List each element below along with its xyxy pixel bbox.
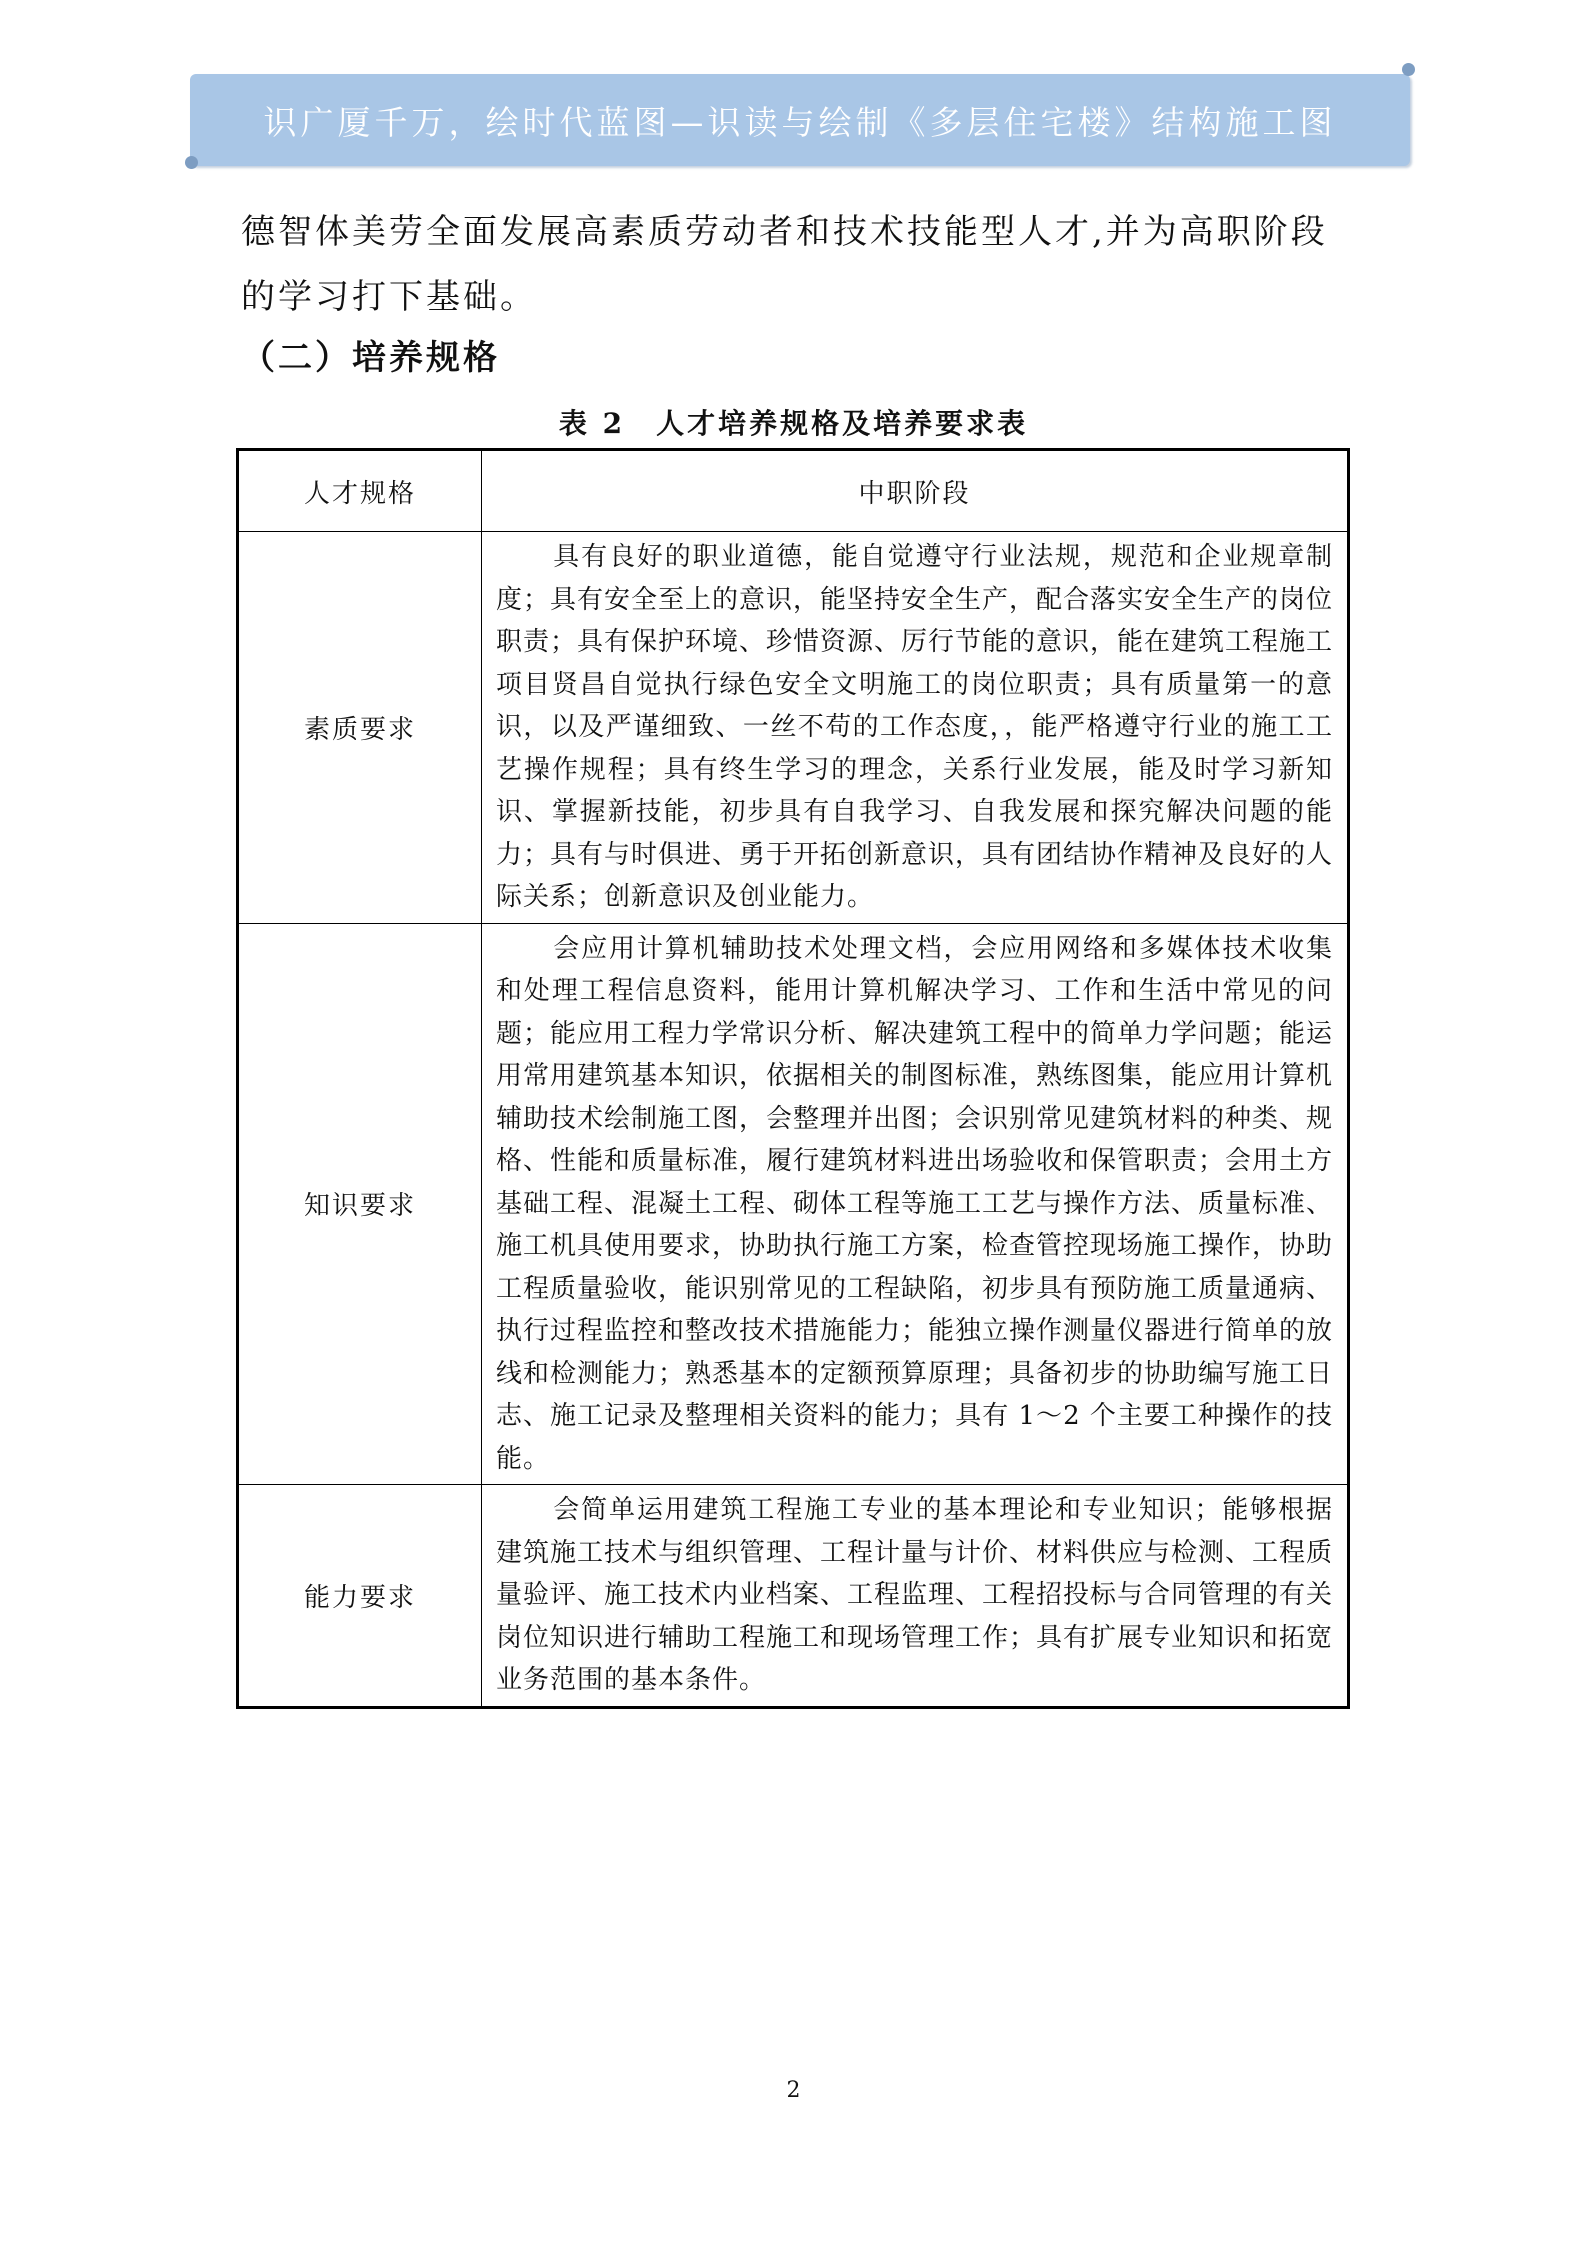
page-number: 2 [786, 2078, 801, 2103]
row-text-quality: 具有良好的职业道德，能自觉遵守行业法规，规范和企业规章制度；具有安全至上的意识，能坚持安全生产，配合落实安全生产的岗位职责；具有保护环境、珍惜资源、厉行节能的意识，能在建筑工程施工项目贤昌自觉执行绿色安全文明施工的岗位职责；具有质量第一的意识，以及严谨细致、一丝不苟的工作态度，，能严格遵守行业的施工工艺操作规程；具有终生学习的理念，关系行业发展，能及时学习新知识、掌握新技能，初步具有自我学习、自我发展和探究解决问题的能力；具有与时俱进、勇于开拓创新意识，具有团结协作精神及良好的人际关系；创新意识及创业能力。 [496, 542, 1334, 912]
row-content-knowledge [482, 923, 1349, 1485]
table-row [238, 532, 1349, 924]
table-caption: 表 2 人才培养规格及培养要求表 [558, 407, 1029, 440]
row-text-knowledge: 会应用计算机辅助技术处理文档，会应用网络和多媒体技术收集和处理工程信息资料，能用计算机解决学习、工作和生活中常见的问题；能应用工程力学常识分析、解决建筑工程中的简单力学问题；能运用常用建筑基本知识，依据相关的制图标准，熟练图集，能应用计算机辅助技术绘制施工图，会整理并出图；会识别常见建筑材料的种类、规格、性能和质量标准，履行建筑材料进出场验收和保管职责；会用土方基础工程、混凝土工程、砌体工程等施工工艺与操作方法、质量标准、施工机具使用要求，协助执行施工方案，检查管控现场施工操作，协助工程质量验收，能识别常见的工程缺陷，初步具有预防施工质量通病、执行过程监控和整改技术措施能力；能独立操作测量仪器进行简单的放线和检测能力；熟悉基本的定额预算原理；具备初步的协助编写施工日志、施工记录及整理相关资料的能力；具有 1～2 个主要工种操作的技能。 [496, 933, 1334, 1474]
section-heading: （二）培养规格 [241, 338, 500, 378]
header-banner [190, 74, 1410, 166]
body-paragraph: 德智体美劳全面发展高素质劳动者和技术技能型人才,并为高职阶段的学习打下基础。 [241, 212, 1328, 317]
row-text-ability: 会简单运用建筑工程施工专业的基本理论和专业知识；能够根据建筑施工技术与组织管理、工程计量与计价、材料供应与检测、工程质量验评、施工技术内业档案、工程监理、工程招投标与合同管理的有关岗位知识进行辅助工程施工和现场管理工作；具有扩展专业知识和拓宽业务范围的基本条件。 [496, 1495, 1334, 1695]
talent-spec-table [236, 448, 1350, 1709]
table-row [238, 1485, 1349, 1708]
row-content-quality [482, 532, 1349, 924]
row-label-quality: 素质要求 [238, 532, 482, 924]
column-header-spec: 人才规格 [238, 450, 482, 532]
row-label-knowledge: 知识要求 [238, 923, 482, 1485]
row-content-ability [482, 1485, 1349, 1708]
table-header-row [238, 450, 1349, 532]
table-row [238, 923, 1349, 1485]
column-header-stage: 中职阶段 [482, 450, 1349, 532]
row-label-ability: 能力要求 [238, 1485, 482, 1708]
header-banner-text: 识广厦千万，绘时代蓝图—识读与绘制《多层住宅楼》结构施工图 [263, 102, 1337, 142]
